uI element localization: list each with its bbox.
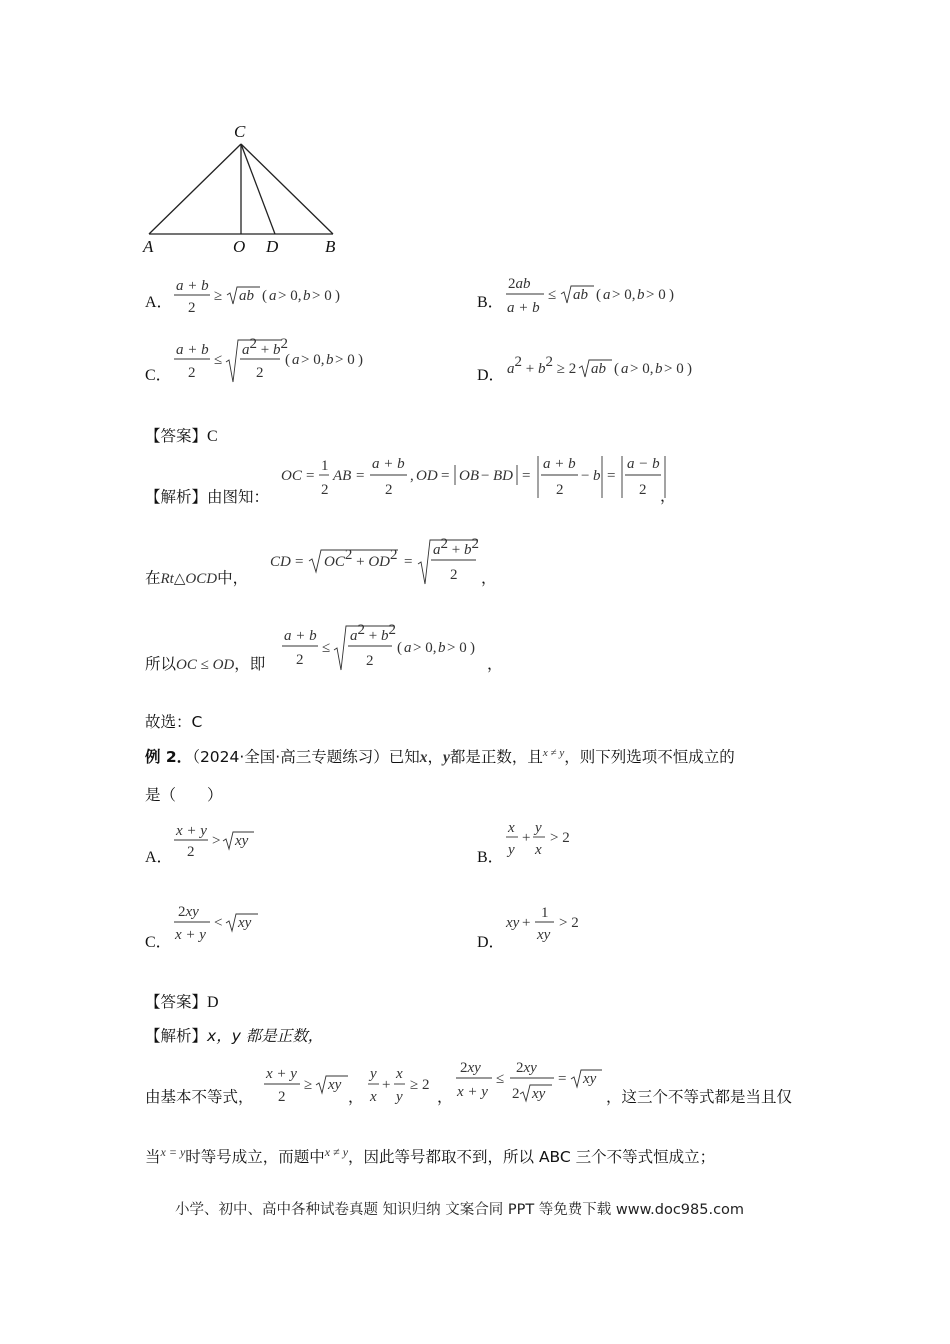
ex1-so-formula: [280, 622, 495, 674]
svg-text:> 0,: > 0,: [630, 361, 654, 377]
ex1-choice: 故选：C: [145, 713, 203, 731]
ex1-option-D-formula: [504, 352, 704, 382]
ex2-sep: ，: [427, 748, 444, 766]
svg-text:ab: ab: [239, 288, 254, 304]
ex2-neq-cond: x ≠ y: [324, 1145, 349, 1159]
svg-text:): ): [669, 287, 674, 303]
answer-value: C: [207, 428, 218, 445]
svg-text:a2 + b2: a2 + b2: [242, 336, 288, 358]
ex2-option-D-label: D．: [477, 934, 505, 951]
svg-text:2: 2: [385, 482, 393, 498]
ex2-stem-line2: 是（ ）: [145, 786, 223, 804]
svg-text:1: 1: [321, 458, 329, 474]
svg-text:a + b: a + b: [176, 278, 209, 294]
svg-text:xy: xy: [537, 927, 551, 943]
svg-text:a: a: [269, 288, 277, 304]
svg-text:2xy: 2xy: [516, 1060, 537, 1076]
svg-text:x: x: [508, 820, 515, 836]
svg-text:AB: AB: [333, 468, 352, 484]
ex2-conclusion-line: [145, 1145, 715, 1167]
rt-suffix: 中，: [217, 569, 249, 587]
page-footer: 小学、初中、高中各种试卷真题 知识归纳 文案合同 PPT 等免费下载 www.doc985.com: [175, 1202, 745, 1218]
svg-text:> 2: > 2: [550, 830, 570, 846]
svg-text:(: (: [397, 640, 402, 656]
ex2-analysis-label: 【解析】: [145, 1027, 208, 1045]
svg-text:2ab: 2ab: [508, 276, 531, 292]
ex2-source: （2024·全国·高三专题练习）已知: [192, 748, 420, 766]
svg-text:CD: CD: [270, 554, 291, 570]
ex2-sep2: ，: [437, 1088, 453, 1106]
svg-text:a + b: a + b: [543, 456, 576, 472]
svg-text:x + y: x + y: [457, 1084, 488, 1100]
svg-text:> 0: > 0: [646, 287, 666, 303]
segment-CD: [241, 144, 275, 234]
svg-text:xy: xy: [238, 915, 252, 931]
so-mid: ，即: [234, 655, 266, 673]
ex2-ineq3: [454, 1056, 604, 1106]
svg-text:y: y: [370, 1066, 377, 1082]
ex2-option-A-formula: [172, 820, 262, 864]
svg-text:> 0: > 0: [447, 640, 467, 656]
svg-text:=: =: [295, 554, 304, 570]
svg-text:2: 2: [450, 567, 458, 583]
label-O: O: [233, 237, 246, 256]
svg-text:b: b: [655, 361, 663, 377]
svg-text:xy: xy: [583, 1071, 597, 1087]
svg-text:=: =: [306, 468, 315, 484]
ex1-so-comma: ，: [487, 655, 503, 673]
ex1-analysis-lead: [145, 485, 269, 507]
svg-text:<: <: [214, 915, 223, 931]
svg-text:2: 2: [556, 482, 564, 498]
svg-text:≤: ≤: [496, 1071, 505, 1087]
svg-text:> 0,: > 0,: [413, 640, 437, 656]
svg-text:a + b: a + b: [176, 342, 209, 358]
svg-text:OD: OD: [416, 468, 438, 484]
ex1-option-C-label: C．: [145, 367, 172, 384]
svg-text:≥ 2: ≥ 2: [410, 1077, 430, 1093]
rt-prefix: 在: [145, 569, 161, 587]
svg-text:> 0: > 0: [312, 288, 332, 304]
svg-text:OC: OC: [281, 468, 302, 484]
ex1-so-line: [145, 652, 265, 674]
svg-text:b: b: [303, 288, 311, 304]
rt-triangle: Rt△OCD: [160, 571, 218, 587]
answer-label: 【答案】: [145, 427, 208, 445]
svg-text:2: 2: [512, 1086, 520, 1102]
svg-text:> 0,: > 0,: [612, 287, 636, 303]
analysis-lead-text: 由图知：: [207, 488, 270, 506]
svg-text:a: a: [621, 361, 629, 377]
svg-text:2: 2: [366, 653, 374, 669]
ex2-cond: x ≠ y: [542, 747, 565, 759]
svg-text:b: b: [637, 287, 645, 303]
svg-text:+: +: [382, 1077, 391, 1093]
ex1-option-D-label: D．: [477, 367, 505, 384]
svg-text:y: y: [396, 1089, 403, 1105]
ex2-basic-tail: ，这三个不等式都是当且仅: [606, 1088, 793, 1106]
ex2-option-C-label: C．: [145, 934, 172, 951]
svg-text:b: b: [326, 352, 334, 368]
ex1-cd-comma: ，: [481, 569, 497, 587]
ex2-title: 例 2．: [145, 748, 193, 766]
svg-text:≤: ≤: [322, 640, 331, 656]
svg-text:x + y: x + y: [266, 1066, 297, 1082]
svg-text:): ): [335, 288, 340, 304]
svg-text:≥: ≥: [304, 1077, 313, 1093]
svg-text:> 0,: > 0,: [301, 352, 325, 368]
ex2-eq-cond: x = y: [160, 1145, 186, 1159]
ex1-analysis-formula: [279, 452, 669, 508]
svg-text:+: +: [522, 830, 531, 846]
ex2-var-y: y: [443, 749, 450, 766]
so-prefix: 所以: [145, 655, 177, 673]
svg-text:y: y: [535, 820, 542, 836]
ex2-stem-mid: 都是正数，且: [449, 748, 543, 766]
svg-text:b: b: [438, 640, 446, 656]
svg-text:=: =: [522, 468, 531, 484]
analysis-label: 【解析】: [145, 488, 208, 506]
svg-text:2: 2: [278, 1089, 286, 1105]
ex1-analysis-comma: ，: [660, 487, 676, 505]
svg-text:> 2: > 2: [559, 915, 579, 931]
svg-text:1: 1: [541, 905, 549, 921]
ex2-option-B-label: B．: [477, 849, 504, 866]
ex1-option-B-formula: [504, 272, 694, 318]
ex2-line-tail: ，因此等号都取不到，所以 ABC 三个不等式恒成立；: [348, 1148, 716, 1166]
svg-text:): ): [687, 361, 692, 377]
svg-text:2: 2: [256, 365, 264, 381]
ex2-option-B-formula: [504, 817, 584, 865]
svg-text:xy: xy: [235, 833, 249, 849]
svg-text:=: =: [558, 1071, 567, 1087]
svg-text:a: a: [603, 287, 611, 303]
label-D: D: [266, 237, 279, 256]
svg-text:(: (: [285, 352, 290, 368]
svg-text:>: >: [212, 833, 221, 849]
svg-text:> 0: > 0: [664, 361, 684, 377]
ex2-option-C-formula: [172, 900, 272, 948]
ex2-line-mid: 时等号成立，而题中: [185, 1148, 325, 1166]
svg-text:≤: ≤: [548, 287, 557, 303]
svg-text:a2 + b2 ≥ 2: a2 + b2 ≥ 2: [507, 354, 577, 377]
svg-text:): ): [470, 640, 475, 656]
svg-text:b: b: [593, 468, 601, 484]
svg-text:a + b: a + b: [372, 456, 405, 472]
label-A: A: [143, 237, 154, 256]
segment-BC: [241, 144, 333, 234]
svg-text:a2 + b2: a2 + b2: [350, 622, 396, 644]
svg-text:BD: BD: [493, 468, 513, 484]
ex1-rt-line: [145, 566, 248, 588]
svg-text:≤: ≤: [214, 352, 223, 368]
ex2-option-A-label: A．: [145, 849, 173, 866]
ex2-answer: [145, 990, 219, 1012]
svg-text:2: 2: [187, 844, 195, 860]
svg-text:,: ,: [410, 468, 414, 484]
ex1-option-A-label: A．: [145, 294, 173, 311]
svg-text:ab: ab: [591, 361, 606, 377]
svg-text:x + y: x + y: [175, 927, 206, 943]
svg-text:a + b: a + b: [284, 628, 317, 644]
svg-text:> 0,: > 0,: [278, 288, 302, 304]
ex2-var-x: x: [419, 749, 428, 766]
triangle-figure: [135, 120, 355, 260]
svg-text:=: =: [607, 468, 616, 484]
svg-text:ab: ab: [573, 287, 588, 303]
ex2-stem-line1: [145, 745, 735, 767]
svg-text:OC2 + OD2: OC2 + OD2: [324, 547, 398, 570]
svg-text:2: 2: [188, 365, 196, 381]
svg-text:(: (: [596, 287, 601, 303]
svg-text:a + b: a + b: [507, 300, 540, 316]
svg-text:y: y: [508, 842, 515, 858]
svg-text:x: x: [396, 1066, 403, 1082]
svg-text:≥: ≥: [214, 288, 223, 304]
svg-text:2: 2: [296, 652, 304, 668]
svg-text:): ): [358, 352, 363, 368]
svg-text:xy: xy: [532, 1086, 546, 1102]
svg-text:2: 2: [321, 482, 329, 498]
ex2-basic-lead: 由基本不等式，: [145, 1088, 254, 1106]
svg-text:> 0: > 0: [335, 352, 355, 368]
svg-text:a: a: [292, 352, 300, 368]
svg-text:2: 2: [639, 482, 647, 498]
svg-text:=: =: [404, 554, 413, 570]
ex2-sep1: ，: [348, 1088, 364, 1106]
ex1-option-A-formula: [172, 274, 352, 318]
ex1-cd-formula: [268, 536, 488, 588]
svg-text:=: =: [356, 468, 365, 484]
ex2-analysis-line1: [145, 1024, 323, 1046]
ex2-analysis-text: x，y 都是正数，: [207, 1027, 324, 1045]
svg-text:−: −: [581, 468, 590, 484]
svg-text:(: (: [614, 361, 619, 377]
ex2-stem-end: ，则下列选项不恒成立的: [564, 748, 735, 766]
svg-text:x + y: x + y: [176, 823, 207, 839]
label-C: C: [234, 122, 246, 141]
svg-text:2xy: 2xy: [178, 904, 199, 920]
svg-text:(: (: [262, 288, 267, 304]
ex2-dang: 当: [145, 1148, 161, 1166]
svg-text:=: =: [441, 468, 450, 484]
label-B: B: [325, 237, 336, 256]
ex1-option-B-label: B．: [477, 294, 504, 311]
segment-AC: [149, 144, 241, 234]
ex1-option-C-formula: [172, 336, 382, 386]
svg-text:2xy: 2xy: [460, 1060, 481, 1076]
so-expr: OC ≤ OD: [176, 657, 235, 673]
svg-text:+: +: [522, 915, 531, 931]
ex2-option-D-formula: [504, 902, 594, 948]
svg-text:xy: xy: [506, 915, 520, 931]
svg-text:xy: xy: [328, 1077, 342, 1093]
ex2-ineq1: [262, 1062, 350, 1108]
svg-text:2: 2: [188, 300, 196, 316]
svg-text:−: −: [481, 468, 490, 484]
svg-text:OB: OB: [459, 468, 479, 484]
svg-text:a − b: a − b: [627, 456, 660, 472]
ex2-answer-label: 【答案】: [145, 993, 208, 1011]
svg-text:a: a: [404, 640, 412, 656]
ex1-answer: [145, 424, 218, 446]
svg-text:x: x: [535, 842, 542, 858]
ex2-ineq2: [366, 1062, 438, 1108]
svg-text:a2 + b2: a2 + b2: [433, 536, 479, 558]
svg-text:x: x: [370, 1089, 377, 1105]
ex2-answer-value: D: [207, 994, 219, 1011]
